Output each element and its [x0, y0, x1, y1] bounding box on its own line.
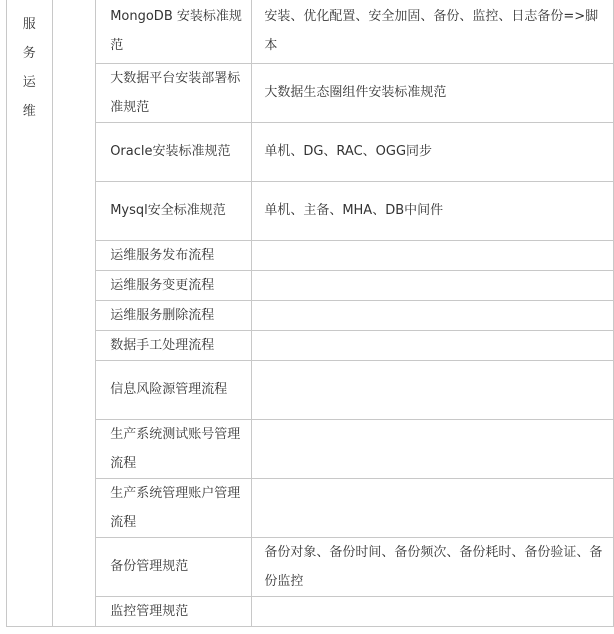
- table-row: [7, 63, 614, 122]
- table-row: [7, 360, 614, 419]
- spec-name-cell: 大数据平台安装部署标准规范: [96, 63, 252, 122]
- spec-name-cell: 运维服务删除流程: [96, 300, 252, 330]
- spec-desc-cell: [252, 360, 614, 419]
- spec-table: [6, 0, 614, 627]
- spec-name-cell: 生产系统管理账户管理流程: [96, 478, 252, 537]
- table-row: [7, 537, 614, 596]
- category-cell: [7, 0, 53, 626]
- spec-name-cell: 生产系统测试账号管理流程: [96, 419, 252, 478]
- spec-name-cell: 信息风险源管理流程: [96, 360, 252, 419]
- table-row: [7, 122, 614, 181]
- spec-desc-cell: 单机、主备、MHA、DB中间件: [252, 181, 614, 240]
- category-label: 服务运维: [22, 17, 36, 119]
- table-row: [7, 419, 614, 478]
- table-row: [7, 478, 614, 537]
- spec-desc-cell: 单机、DG、RAC、OGG同步: [252, 122, 614, 181]
- spec-name-cell: 数据手工处理流程: [96, 330, 252, 360]
- spec-desc-cell: [252, 330, 614, 360]
- spec-name-cell: 备份管理规范: [96, 537, 252, 596]
- table-row: [7, 181, 614, 240]
- table-row: [7, 0, 614, 63]
- spec-name-cell: MongoDB 安装标准规范: [96, 0, 252, 63]
- spec-name-cell: 运维服务发布流程: [96, 240, 252, 270]
- spec-name-cell: Oracle安装标准规范: [96, 122, 252, 181]
- spec-desc-cell: [252, 419, 614, 478]
- spec-desc-cell: 大数据生态圈组件安装标准规范: [252, 63, 614, 122]
- spec-name-cell: 运维服务变更流程: [96, 270, 252, 300]
- table-row: [7, 270, 614, 300]
- table-row: [7, 330, 614, 360]
- table-row: [7, 596, 614, 626]
- spec-desc-cell: [252, 300, 614, 330]
- spec-desc-cell: [252, 478, 614, 537]
- spec-name-cell: 监控管理规范: [96, 596, 252, 626]
- spec-desc-cell: [252, 240, 614, 270]
- spec-desc-cell: [252, 270, 614, 300]
- spec-desc-cell: [252, 596, 614, 626]
- spec-desc-cell: 备份对象、备份时间、备份频次、备份耗时、备份验证、备份监控: [252, 537, 614, 596]
- table-row: [7, 300, 614, 330]
- subcategory-cell: [52, 0, 96, 626]
- table-row: [7, 240, 614, 270]
- spec-desc-cell: 安装、优化配置、安全加固、备份、监控、日志备份=>脚本: [252, 0, 614, 63]
- spec-name-cell: Mysql安全标准规范: [96, 181, 252, 240]
